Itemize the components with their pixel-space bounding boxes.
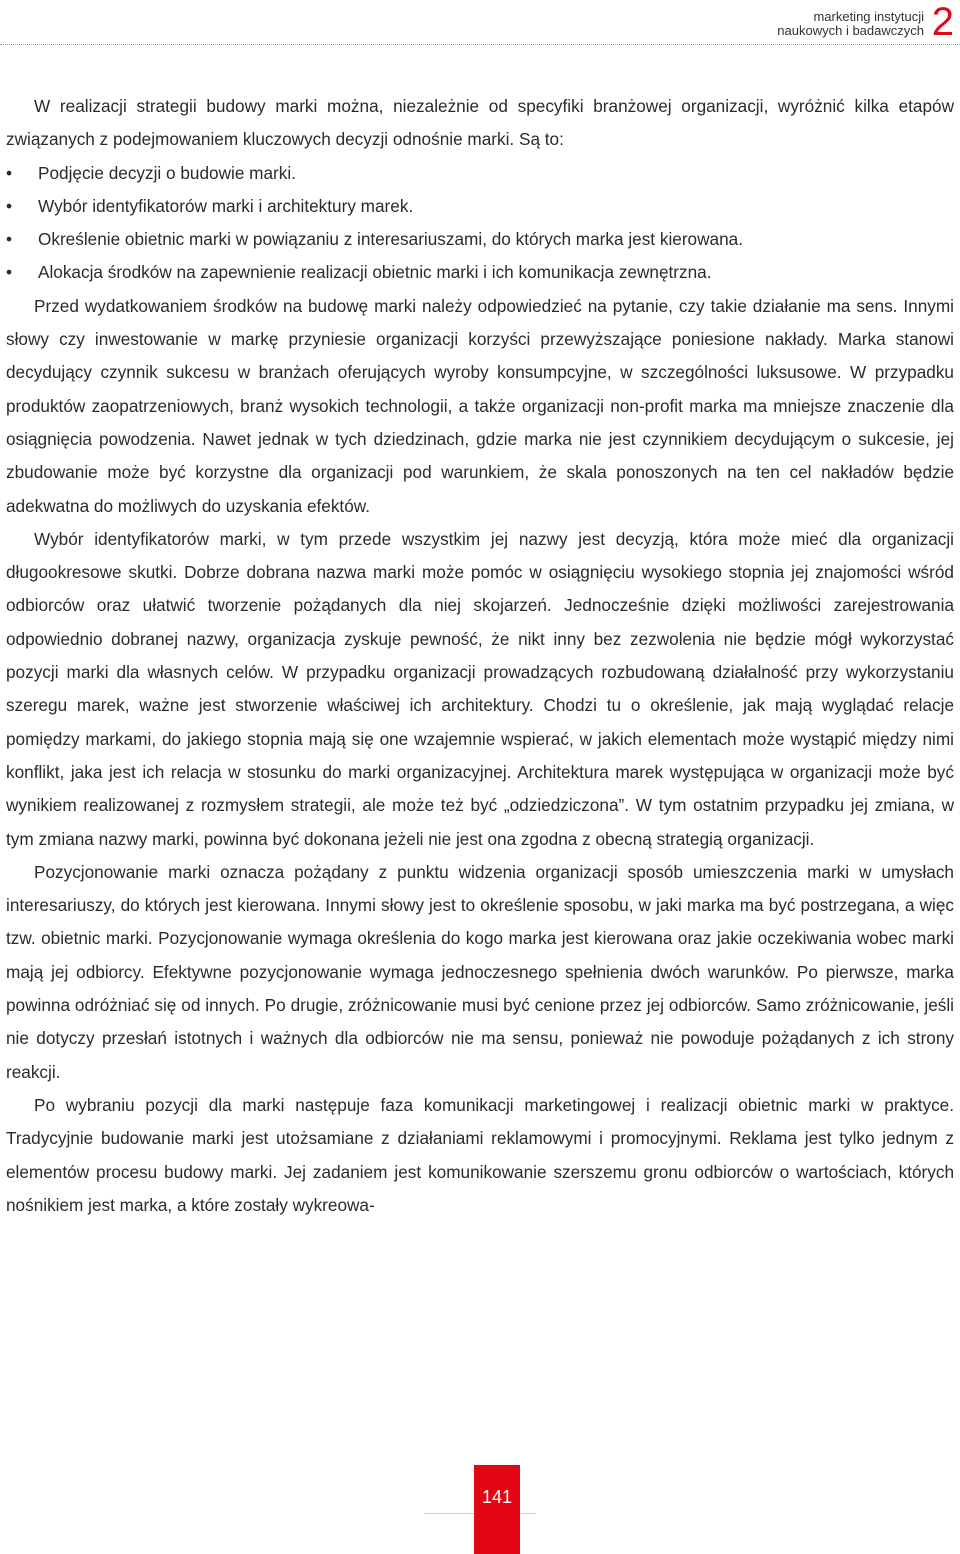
bullet-icon: • (6, 229, 13, 250)
header-title-line1: marketing instytucji (813, 9, 924, 24)
list-item-text: Określenie obietnic marki w powiązaniu z interesariuszami, do których marka jest kierowana. (38, 229, 743, 250)
header-divider (0, 44, 960, 45)
page-number: 141 (481, 1487, 513, 1507)
list-item-text: Alokacja środków na zapewnienie realizacji obietnic marki i ich komunikacja zewnętrzna. (38, 262, 712, 283)
bullet-icon: • (6, 262, 13, 283)
list-item-text: Podjęcie decyzji o budowie marki. (38, 162, 296, 183)
list-item (6, 157, 954, 190)
body-paragraph: Po wybraniu pozycji dla marki następuje faza komunikacji marketingowej i realizacji obietnic marki w praktyce. Tradycyjnie budowanie marki jest utożsamiane z działaniami reklamowymi i promocyjnymi. Reklama jest tylko jednym z elementów procesu budowy marki. Jej zadaniem jest komunikowanie szerszemu gronu odbiorców o wartościach, których nośnikiem jest marka, a które zostały wykreowa- (6, 1094, 954, 1215)
list-item (6, 190, 954, 223)
body-paragraph: Wybór identyfikatorów marki, w tym przede wszystkim jej nazwy jest decyzją, która może mieć dla organizacji długookresowe skutki. Dobrze dobrana nazwa marki może pomóc w osiągnięciu wysokiego stopnia jej znajomości wśród odbiorców oraz ułatwić tworzenie pożądanych dla niej skojarzeń. Jednocześnie dzięki możliwości zarejestrowania odpowiednio dobranej nazwy, organizacja zyskuje pewność, że nikt inny bez zezwolenia nie będzie mógł wykorzystać pozycji marki dla własnych celów. W przypadku organizacji prowadzących rozbudowaną działalność przy wykorzystaniu szeregu marek, ważne jest stworzenie właściwej ich architektury. Chodzi tu o określenie, jak mają wyglądać relacje pomiędzy markami, do jakiego stopnia mają się one wzajemnie wspierać, w jakich elementach może wystąpić między nimi konflikt, jaka jest ich relacja w stosunku do marki organizacyjnej. Architektura marek występująca w organizacji może być wynikiem realizowanej z rozmysłem strategii, ale może też być „odziedziczona”. W tym ostatnim przypadku jej zmiana, w tym zmiana nazwy marki, powinna być dokonana jeżeli nie jest ona zgodna z obecną strategią organizacji. (6, 528, 954, 849)
chapter-number: 2 (931, 0, 954, 44)
bullet-icon: • (6, 195, 13, 216)
list-item (6, 223, 954, 256)
body-paragraph: Pozycjonowanie marki oznacza pożądany z punktu widzenia organizacji sposób umieszczenia marki w umysłach interesariuszy, do których jest kierowana. Innymi słowy jest to określenie sposobu, w jaki marka ma być postrzegana, a więc tzw. obietnic marki. Pozycjonowanie wymaga określenia do kogo marka jest kierowana oraz jakie oczekiwania wobec marki mają jej odbiorcy. Efektywne pozycjonowanie wymaga jednoczesnego spełnienia dwóch warunków. Po pierwsze, marka powinna odróżniać się od innych. Po drugie, zróżnicowanie musi być cenione przez jej odbiorców. Samo zróżnicowanie, jeśli nie dotyczy przesłań istotnych i ważnych dla odbiorców nie ma sensu, ponieważ nie powoduje pożądanych z ich strony reakcji. (6, 861, 954, 1082)
list-item (6, 256, 954, 289)
document-body (6, 90, 954, 1222)
header-title (777, 10, 924, 38)
list-item-text: Wybór identyfikatorów marki i architektury marek. (38, 195, 414, 216)
page-number-badge (474, 1465, 520, 1554)
intro-paragraph: W realizacji strategii budowy marki można, niezależnie od specyfiki branżowej organizacji, wyróżnić kilka etapów związanych z podejmowaniem kluczowych decyzji odnośnie marki. Są to: (6, 96, 954, 150)
stages-list (6, 157, 954, 290)
body-paragraph: Przed wydatkowaniem środków na budowę marki należy odpowiedzieć na pytanie, czy takie działanie ma sens. Innymi słowy czy inwestowanie w markę przyniesie organizacji korzyści przewyższające poniesione nakłady. Marka stanowi decydujący czynnik sukcesu w branżach oferujących wyroby konsumpcyjne, w szczególności luksusowe. W przypadku produktów zaopatrzeniowych, branż wysokich technologii, a także organizacji non-profit marka ma mniejsze znaczenie dla osiągnięcia powodzenia. Nawet jednak w tych dziedzinach, gdzie marka nie jest czynnikiem decydującym o sukcesie, jej zbudowanie może być korzystne dla organizacji pod warunkiem, że skala ponoszonych na ten cel nakładów będzie adekwatna do możliwych do uzyskania efektów. (6, 295, 954, 516)
bullet-icon: • (6, 162, 13, 183)
header-title-line2: naukowych i badawczych (777, 23, 924, 38)
